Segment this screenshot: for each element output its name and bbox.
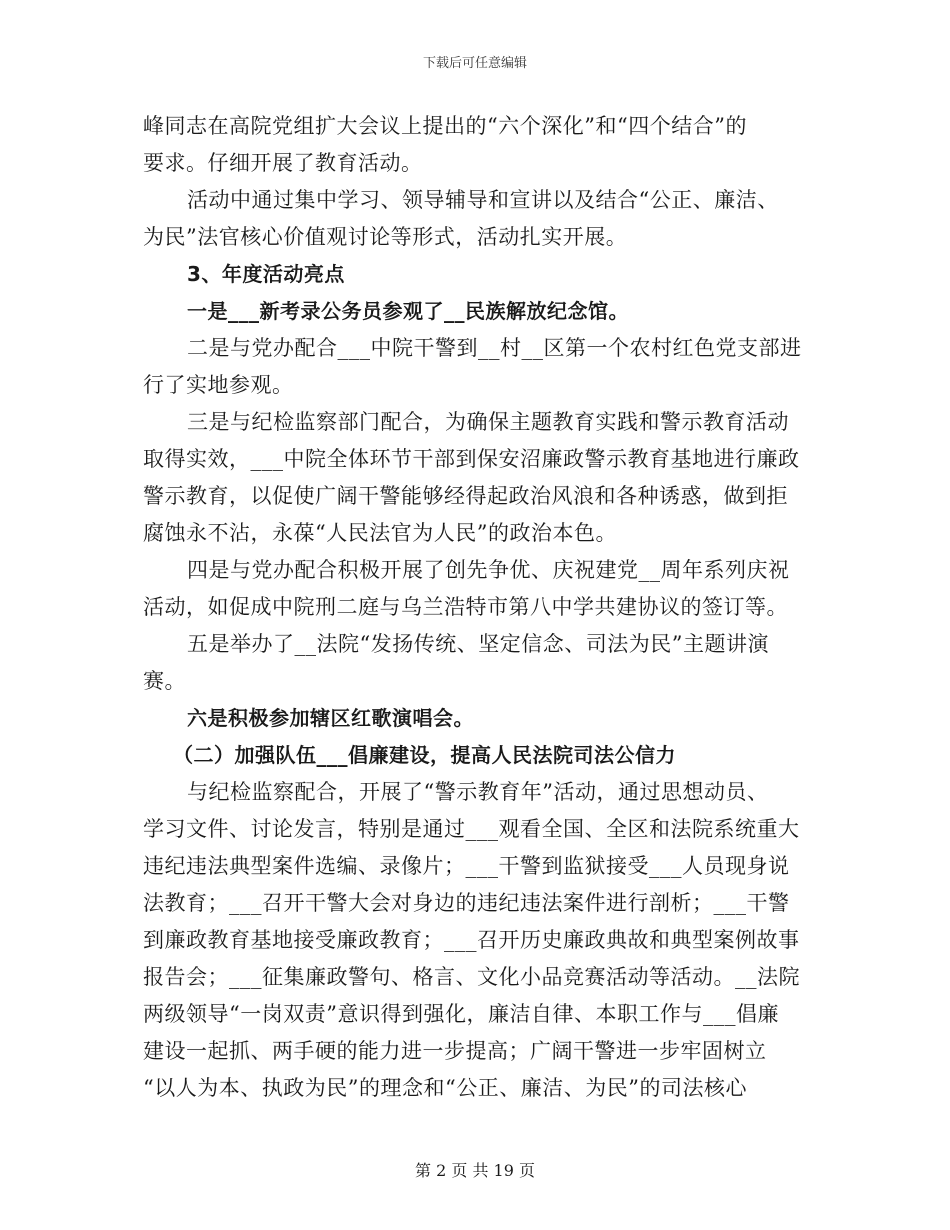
body-line: 两级领导“一岗双责”意识得到强化，廉洁自律、本职工作与___倡廉: [143, 1002, 779, 1026]
document-body: [143, 108, 803, 1107]
body-line: 峰同志在高院党组扩大会议上提出的“六个深化”和“四个结合”的: [143, 114, 747, 138]
body-line: 二是与党办配合___中院干警到__村__区第一个农村红色党支部进: [187, 336, 802, 360]
body-line: 取得实效，___中院全体环节干部到保安沼廉政警示教育基地进行廉政: [143, 447, 800, 471]
page-footer: 第 2 页 共 19 页: [415, 1161, 535, 1180]
section-heading: （二）加强队伍___倡廉建设，提高人民法院司法公信力: [173, 743, 676, 767]
body-line: 违纪违法典型案件选编、录像片；___干警到监狱接受___人员现身说: [143, 854, 790, 878]
body-line: 赛。: [143, 669, 186, 693]
body-line: 与纪检监察配合，开展了“警示教育年”活动，通过思想动员、: [187, 780, 769, 804]
body-line: 要求。仔细开展了教育活动。: [143, 151, 423, 175]
body-line: 三是与纪检监察部门配合，为确保主题教育实践和警示教育活动: [187, 410, 789, 434]
page-header: 下载后可任意编辑: [422, 56, 527, 71]
highlight-heading: 一是___新考录公务员参观了__民族解放纪念馆。: [187, 299, 629, 323]
body-line: 行了实地参观。: [143, 373, 294, 397]
highlight-heading: 六是积极参加辖区红歌演唱会。: [187, 706, 474, 730]
body-line: 为民”法官核心价值观讨论等形式，活动扎实开展。: [143, 225, 628, 249]
body-line: “以人为本、执政为民”的理念和“公正、廉洁、为民”的司法核心: [143, 1076, 747, 1100]
body-line: 报告会；___征集廉政警句、格言、文化小品竞赛活动等活动。__法院: [143, 965, 800, 989]
body-line: 活动，如促成中院刑二庭与乌兰浩特市第八中学共建协议的签订等。: [143, 595, 788, 619]
body-line: 腐蚀永不沾，永葆“人民法官为人民”的政治本色。: [143, 521, 617, 545]
body-line: 活动中通过集中学习、领导辅导和宣讲以及结合“公正、廉洁、: [187, 188, 779, 212]
body-line: 警示教育，以促使广阔干警能够经得起政治风浪和各种诱惑，做到拒: [143, 484, 788, 508]
body-line: 到廉政教育基地接受廉政教育；___召开历史廉政典故和典型案例故事: [143, 928, 800, 952]
section-heading: 3、年度活动亮点: [187, 262, 345, 286]
body-line: 学习文件、讨论发言，特别是通过___观看全国、全区和法院系统重大: [143, 817, 800, 841]
body-line: 四是与党办配合积极开展了创先争优、庆祝建党__周年系列庆祝: [187, 558, 790, 582]
body-line: 建设一起抓、两手硬的能力进一步提高；广阔干警进一步牢固树立: [143, 1039, 767, 1063]
body-line: 法教育；___召开干警大会对身边的违纪违法案件进行剖析；___干警: [143, 891, 790, 915]
body-line: 五是举办了__法院“发扬传统、坚定信念、司法为民”主题讲演: [187, 632, 769, 656]
